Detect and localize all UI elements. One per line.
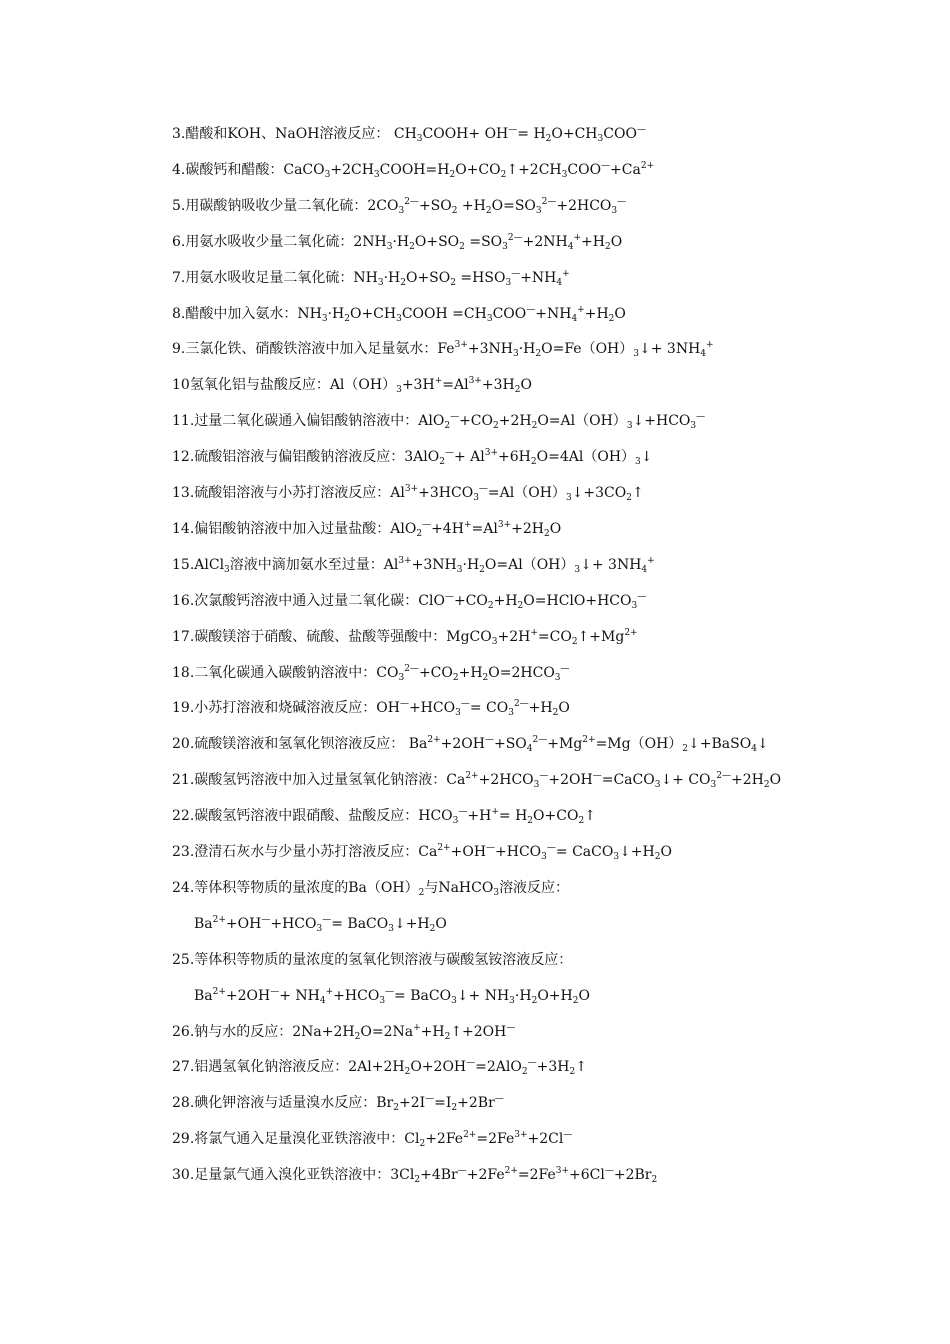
- equation-line: 17.碳酸镁溶于硝酸、硫酸、盐酸等强酸中：$MgCO_3+2H^+=CO_2↑+Mg^{2+}$: [172, 628, 638, 647]
- equation-line: 23.澄清石灰水与少量小苏打溶液反应：$Ca^{2+}+OH^—+HCO_3^—=$ $CaCO_3↓+H_2O$: [172, 843, 672, 862]
- equation-line: 10氢氧化铝与盐酸反应：$Al(OH)_3+3H^+=Al^{3+}+3H_2O$: [172, 376, 532, 395]
- equation-line: 8.醋酸中加入氨水：$NH_3\cdot H_2O+CH_3COOH =CH_3COO^—+NH_4^++H_2O$: [172, 305, 626, 324]
- equation-line: 6.用氨水吸收少量二氧化硫：$2NH_3\cdot H_2O+SO_2 =SO_3^{2—}+2NH_4^++H_2O$: [172, 233, 623, 252]
- equation-line: 20.硫酸镁溶液和氢氧化钡溶液反应： $Ba^{2+}+2OH^—+SO_4^{2—}+Mg^{2+}=Mg(OH)_2↓+BaSO_4↓$: [172, 735, 769, 754]
- equation-line: 4.碳酸钙和醋酸：$CaCO_3+2CH_3COOH=H_2O+CO_2↑+2CH_3COO^—+Ca^{2+}$: [172, 161, 655, 180]
- equation-line: 7.用氨水吸收足量二氧化硫：$NH_3\cdot H_2O+SO_2 =HSO_3^—+NH_4^+$: [172, 269, 570, 288]
- equation-line: 22.碳酸氢钙溶液中跟硝酸、盐酸反应：$HCO_3^—+H^+=$ $H_2O+CO_2↑$: [172, 807, 596, 826]
- equation-line: 12.硫酸铝溶液与偏铝酸钠溶液反应：$3AlO_2^—+ Al^{3+}+6H_2O=4Al(OH)_3↓$: [172, 448, 653, 467]
- equation-continuation: $Ba^{2+}+2OH^—+ NH_4^++HCO_3^—=$ BaCO$_3$↓+ $NH_3\cdot H_2O+H_2O$: [194, 987, 590, 1006]
- equation-line: 9.三氯化铁、硝酸铁溶液中加入足量氨水：$Fe^{3+}+3NH_3\cdot H_2O=Fe(OH)_3↓+ 3NH_4^+$: [172, 340, 714, 359]
- equation-line: 13.硫酸铝溶液与小苏打溶液反应：$Al^{3+}+3HCO_3^—=Al(OH)_3↓+3CO_2↑$: [172, 484, 644, 503]
- equation-line: 11.过量二氧化碳通入偏铝酸钠溶液中：$AlO_2^—+CO_2+2H_2O=Al(OH)_3↓+HCO_3^—$: [172, 412, 706, 431]
- equation-line: 21.碳酸氢钙溶液中加入过量氢氧化钠溶液：$Ca^{2+}+2HCO_3^—+2OH^—=CaCO_3↓+ CO_3^{2—}+2H_2O$: [172, 771, 782, 790]
- equation-line: 24.等体积等物质的量浓度的$Ba(OH)_2$与NaHCO$_3$溶液反应：: [172, 880, 570, 898]
- equation-line: 26.钠与水的反应：$2Na+2H_2O=2Na^++H_2↑+2OH^—$: [172, 1023, 516, 1042]
- equation-line: 28.碘化钾溶液与适量溴水反应：$Br_2+2I^—=I_2+2Br^—$: [172, 1094, 504, 1113]
- equation-line: 16.次氯酸钙溶液中通入过量二氧化碳：$ClO^—+CO_2+H_2O=HClO+HCO_3^—$: [172, 592, 647, 611]
- equation-line: 29.将氯气通入足量溴化亚铁溶液中：$Cl_2+2Fe^{2+}=2Fe^{3+}+2Cl^—$: [172, 1130, 573, 1149]
- equation-line: 19.小苏打溶液和烧碱溶液反应：$OH^—+HCO_3^—= CO_3^{2—}+H_2O$: [172, 699, 570, 718]
- equation-line: 25.等体积等物质的量浓度的氢氧化钡溶液与碳酸氢铵溶液反应：: [172, 952, 573, 968]
- equation-line: 15.AlCl$_3$溶液中滴加氨水至过量：$Al^{3+}+3NH_3\cdot H_2O=Al(OH)_3↓+ 3NH_4^+$: [172, 556, 655, 575]
- equation-line: 14.偏铝酸钠溶液中加入过量盐酸：$AlO_2^—+4H^+=Al^{3+}+2H_2O$: [172, 520, 562, 539]
- equation-continuation: $Ba^{2+}+OH^—+HCO_3^—=$ $BaCO_3↓+H_2O$: [194, 915, 447, 934]
- equation-line: 5.用碳酸钠吸收少量二氧化硫：$2CO_3^{2—}+SO_2 +H_2O=SO_3^{2—}+2HCO_3^—$: [172, 197, 627, 216]
- equation-line: 30.足量氯气通入溴化亚铁溶液中：$3Cl_2+4Br^—+2Fe^{2+}=2Fe^{3+}+6Cl^—+2Br_2$: [172, 1166, 658, 1185]
- equation-line: 27.铝遇氢氧化钠溶液反应：$2Al+2H_2O+2OH^—=2AlO_2^—+3H_2↑$: [172, 1058, 587, 1077]
- equation-line: 3.醋酸和KOH、NaOH溶液反应： $CH_3COOH+ OH^—= H_2O+CH_3COO^—$: [172, 125, 646, 144]
- equation-line: 18.二氧化碳通入碳酸钠溶液中：$CO_3^{2—}+CO_2+H_2O=2HCO_3^—$: [172, 664, 570, 683]
